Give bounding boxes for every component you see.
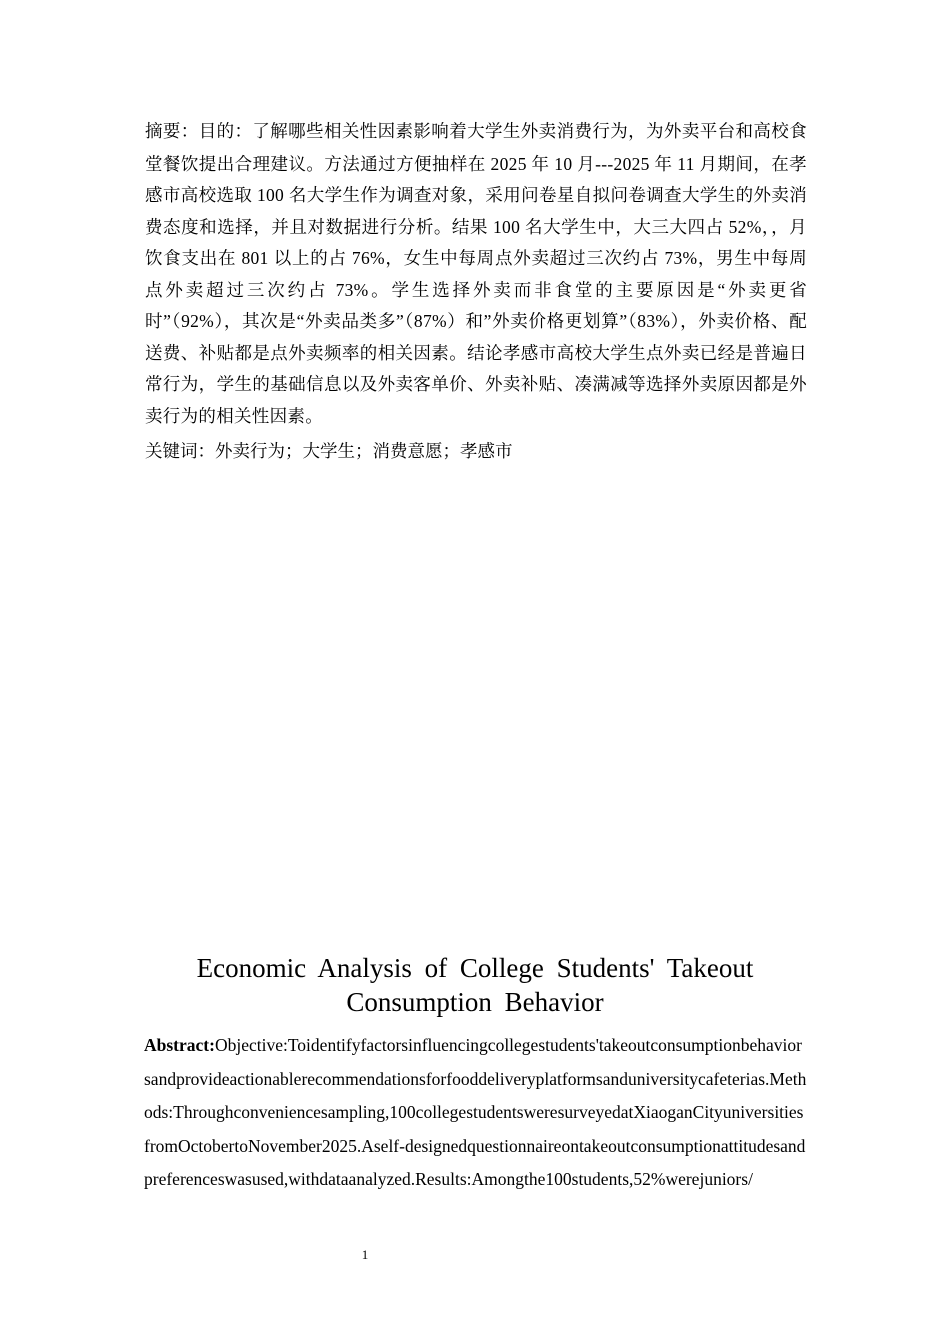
english-abstract xyxy=(144,1029,808,1197)
chinese-abstract-label: 摘要： xyxy=(145,122,199,142)
english-abstract-label: Abstract: xyxy=(144,1035,215,1055)
chinese-keywords-label: 关键词： xyxy=(145,442,215,462)
chinese-abstract-text: 目的：了解哪些相关性因素影响着大学生外卖消费行为，为外卖平台和高校食堂餐饮提出合理建议。方法通过方便抽样在 2025 年 10 月---2025 年 11 月期间，在孝感市高校选取 100 名大学生作为调查对象，采用问卷星自拟问卷调查大学生的外卖消费态度和选择，并且对数据进行分析。结果 100 名大学生中，大三大四占 52%，，月饮食支出在 801 以上的占 76%，女生中每周点外卖超过三次约占 73%，男生中每周点外卖超过三次约占 73%。学生选择外卖而非食堂的主要原因是“外卖更省时”（92%），其次是“外卖品类多”（87%）和”外卖价格更划算”（83%），外卖价格、配送费、补贴都是点外卖频率的相关因素。结论孝感市高校大学生点外卖已经是普遍日常行为，学生的基础信息以及外卖客单价、外卖补贴、凑满减等选择外卖原因都是外卖行为的相关性因素。 xyxy=(145,121,807,426)
chinese-keywords-text: 外卖行为；大学生；消费意愿；孝感市 xyxy=(215,441,513,461)
chinese-abstract-section xyxy=(145,116,807,469)
page-number: 1 xyxy=(361,1247,369,1262)
chinese-abstract xyxy=(145,116,807,432)
english-abstract-text: Objective:Toidentifyfactorsinfluencingcollegestudents'takeoutconsumptionbehaviorsandprovideactionablerecommendationsforfooddeliveryplatformsanduniversitycafeterias.Methods:Throughconveniencesampling,100collegestudentsweresurveyedatXiaoganCityuniversitiesfromOctobertoNovember2025.Aself-designedquestionnaireontakeoutconsumptionattitudesandpreferenceswasused,withdataanalyzed.Results:Amongthe100students,52%werejuniors/ xyxy=(144,1035,807,1189)
english-title: Economic Analysis of College Students' Takeout Consumption Behavior xyxy=(196,953,754,1017)
chinese-keywords xyxy=(145,436,807,469)
